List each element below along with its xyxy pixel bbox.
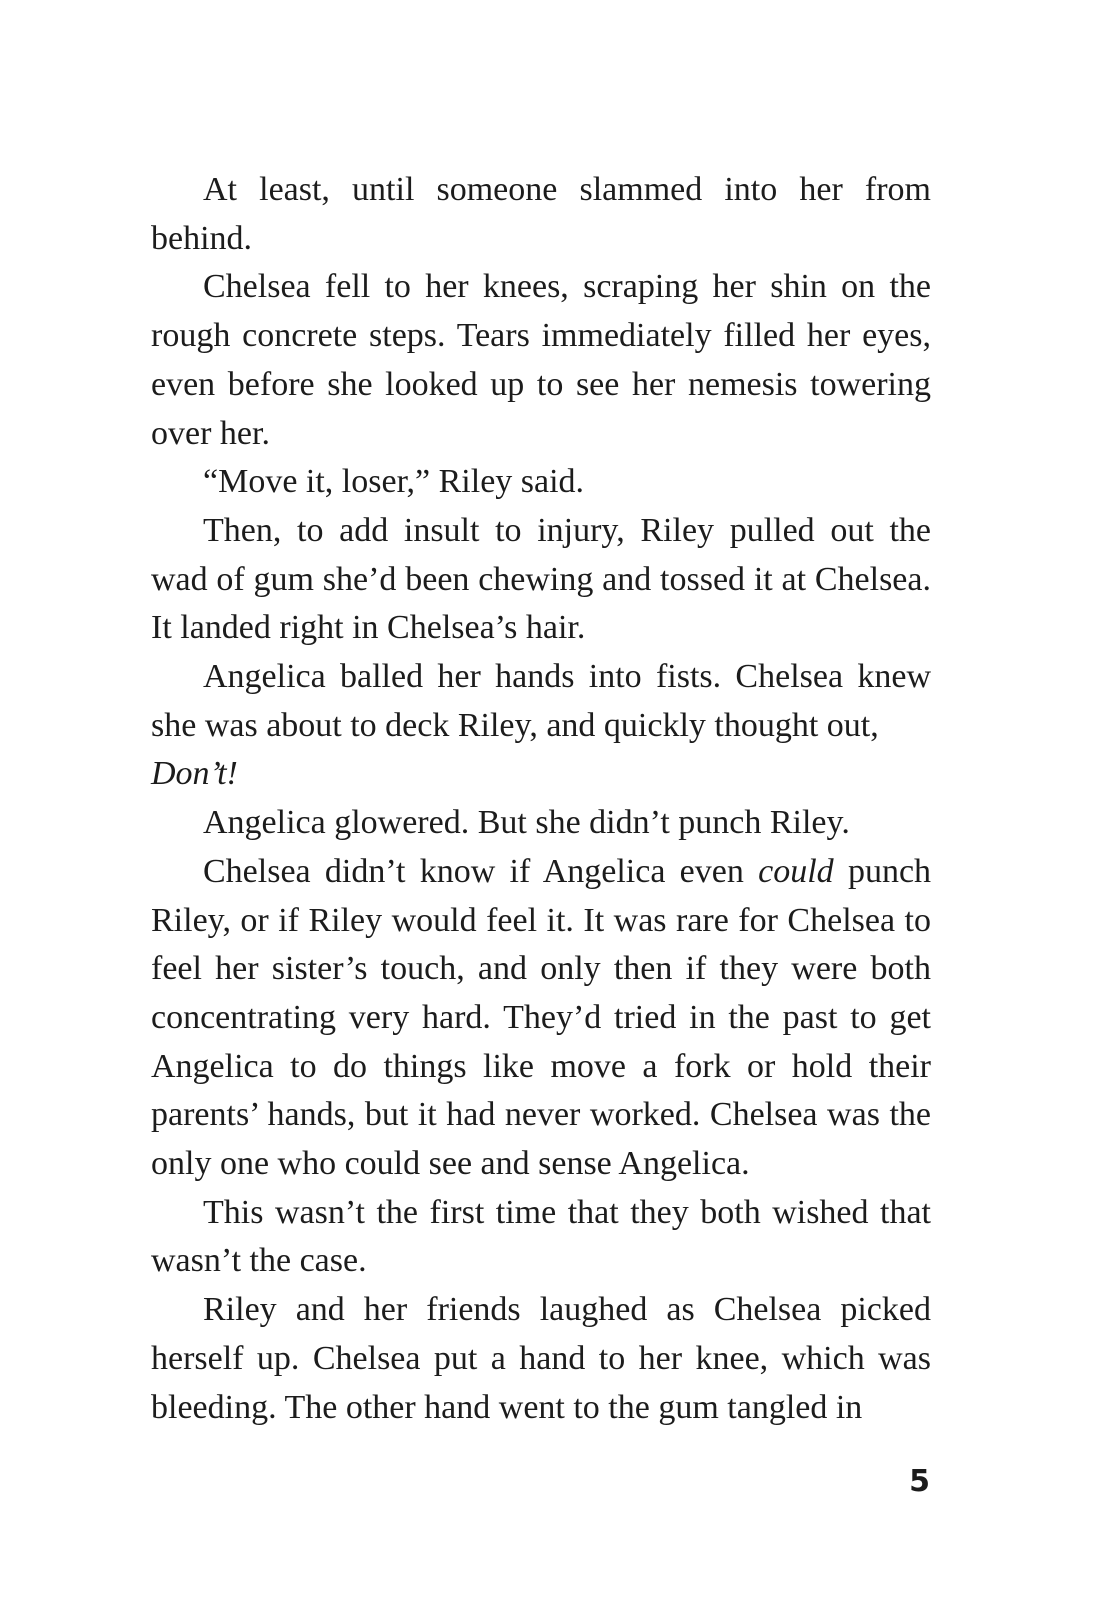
body-text [151,166,931,1432]
paragraph [151,848,931,1189]
paragraph: Riley and her friends laughed as Chelsea picked herself up. Chelsea put a hand to her knee, which was bleeding. The other hand went to the gum tangled in [151,1291,931,1426]
paragraph: Then, to add insult to injury, Riley pulled out the wad of gum she’d been chewing and tossed it at Chelsea. It landed right in Chelsea’s hair. [151,511,931,647]
paragraph: Chelsea fell to her knees, scraping her shin on the rough concrete steps. Tears immediately filled her eyes, even before she looked up to see her nemesis towering over her. [151,268,931,452]
paragraph: Angelica glowered. But she didn’t punch Riley. [203,804,850,842]
paragraph: This wasn’t the first time that they both wished that wasn’t the case. [151,1193,931,1280]
paragraph: Angelica balled her hands into fists. Chelsea knew she was about to deck Riley, and quickly thought out, [151,658,931,744]
italic-thought-line [151,750,931,799]
paragraph-text: Chelsea didn’t know if Angelica even [203,852,744,890]
paragraph-text: punch Riley, or if Riley would feel it. It was rare for Chelsea to feel her sister’s touch, and only then if they were both concentrating very hard. They’d tried in the past to get Angelica to do things like move a fork or hold their parents’ hands, but it had never worked. Chelsea was the only one who could see and sense Angelica. [151,852,932,1183]
paragraph: At least, until someone slammed into her from behind. [151,171,931,257]
italic-thought: Don’t! [151,755,238,793]
emphasis-word: could [758,852,834,890]
paragraph: “Move it, loser,” Riley said. [203,463,585,501]
page-number: 5 [909,1464,930,1499]
